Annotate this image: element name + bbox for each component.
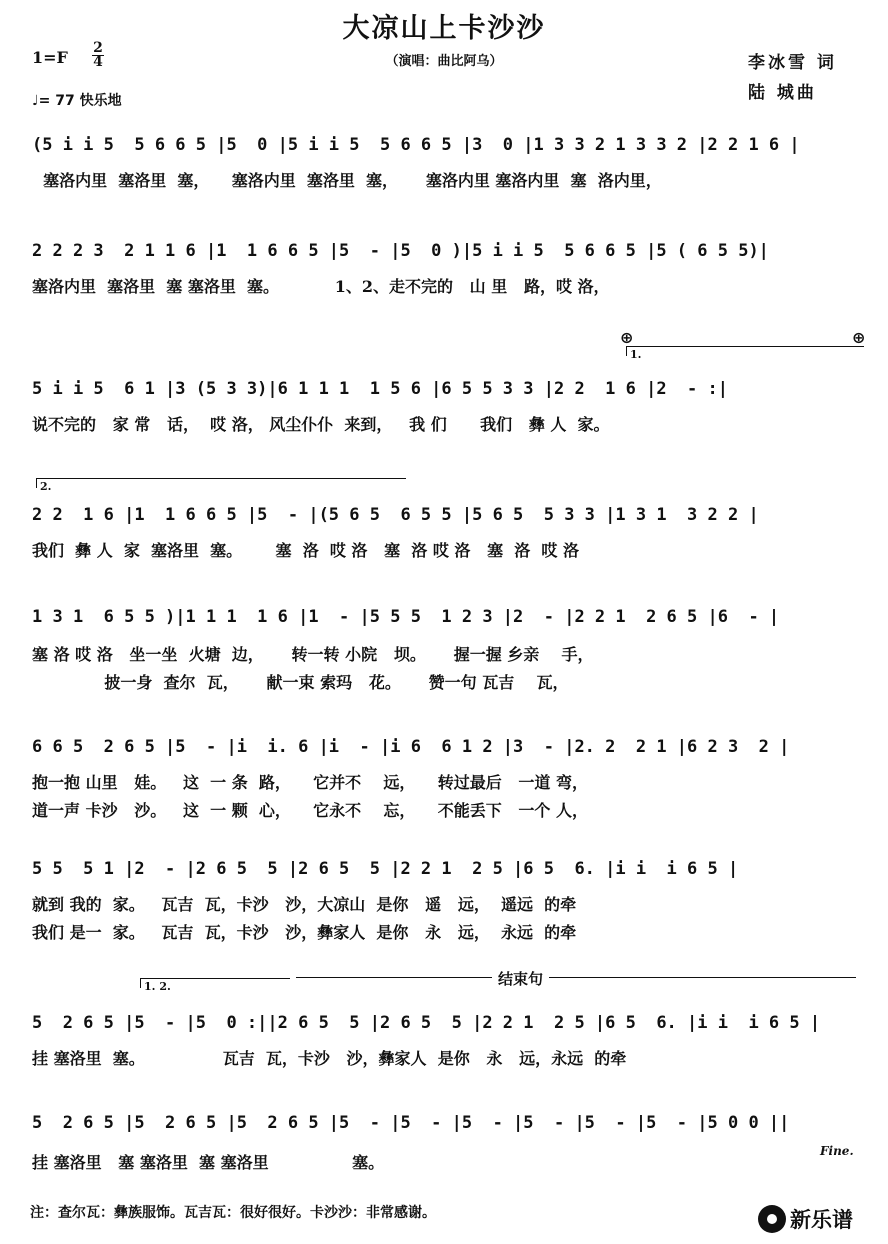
lyric-line-6b: 道一声 卡沙 沙。 这 一 颗 心， 它永不 忘， 不能丢下 一个 人， — [32, 801, 588, 820]
notation-line-1: (5 i i 5 5 6 6 5 |5 0 |5 i i 5 5 6 6 5 |3 0 |1 3 3 2 1 3 3 2 |2 2 1 6 | — [32, 135, 800, 155]
lyricist-credit: 李冰雪 词 — [748, 53, 837, 73]
lyric-line-6a: 抱一抱 山里 娃。 这 一 条 路， 它并不 远， 转过最后 一道 弯， — [32, 773, 588, 792]
repeat-ending-label: 1. 2. — [144, 980, 171, 993]
lyric-line-5b: 披一身 查尔 瓦， 献一束 索玛 花。 赞一句 瓦吉 瓦， — [32, 673, 569, 692]
notation-line-4: 2 2 1 6 |1 1 6 6 5 |5 - |(5 6 5 6 5 5 |5 6 5 5 3 3 |1 3 1 3 2 2 | — [32, 505, 759, 525]
lyric-line-5a: 塞 洛 哎 洛 坐一坐 火塘 边， 转一转 小院 坝。 握一握 乡亲 手， — [32, 645, 594, 664]
composer-credit: 陆 城曲 — [748, 83, 817, 103]
notation-line-8: 5 2 6 5 |5 - |5 0 :||2 6 5 5 |2 6 5 5 |2 2 1 2 5 |6 5 6. |i i i 6 5 | — [32, 1013, 821, 1033]
notation-line-5: 1 3 1 6 5 5 )|1 1 1 1 6 |1 - |5 5 5 1 2 3 |2 - |2 2 1 2 6 5 |6 - | — [32, 607, 780, 627]
notation-line-9: 5 2 6 5 |5 2 6 5 |5 2 6 5 |5 - |5 - |5 - |5 - |5 - |5 - |5 0 0 || — [32, 1113, 790, 1133]
site-logo — [758, 1204, 853, 1234]
tempo-marking: ♩= 77 快乐地 — [32, 93, 122, 109]
lyric-line-7a: 就到 我的 家。 瓦吉 瓦，卡沙 沙，大凉山 是你 遥 远， 遥远 的牵 — [32, 895, 577, 914]
lyric-line-9: 挂 塞洛里 塞 塞洛里 塞 塞洛里 塞。 — [32, 1153, 385, 1172]
song-title: 大凉山上卡沙沙 — [342, 13, 546, 44]
first-ending-bracket — [626, 346, 864, 356]
notation-line-3: 5 i i 5 6 1 |3 (5 3 3)|6 1 1 1 1 5 6 |6 5 5 3 3 |2 2 1 6 |2 - :| — [32, 379, 728, 399]
lyric-line-3: 说不完的 家 常 话， 哎 洛， 风尘仆仆 来到， 我 们 我们 彝 人 家。 — [32, 415, 610, 434]
vinyl-record-icon — [758, 1205, 786, 1233]
lyric-line-1: 塞洛内里 塞洛里 塞， 塞洛内里 塞洛里 塞， 塞洛内里 塞洛内里 塞 洛内里， — [32, 171, 662, 190]
second-ending-bracket — [36, 478, 406, 488]
closing-section-label: 结束句 — [492, 968, 549, 989]
fine-marking: Fine. — [820, 1144, 854, 1158]
first-ending-label: 1. — [630, 348, 642, 361]
footnote: 注：查尔瓦：彝族服饰。瓦吉瓦：很好很好。卡沙沙：非常感谢。 — [30, 1205, 436, 1221]
lyric-line-8: 挂 塞洛里 塞。 瓦吉 瓦，卡沙 沙，彝家人 是你 永 远，永远 的牵 — [32, 1049, 627, 1068]
lyric-line-2: 塞洛内里 塞洛里 塞 塞洛里 塞。 1、2、走不完的 山 里 路，哎 洛， — [32, 277, 610, 296]
notation-line-2: 2 2 2 3 2 1 1 6 |1 1 6 6 5 |5 - |5 0 )|5 i i 5 5 6 6 5 |5 ( 6 5 5)| — [32, 241, 769, 261]
singer-credit: （演唱：曲比阿乌） — [385, 54, 503, 69]
notation-line-7: 5 5 5 1 |2 - |2 6 5 5 |2 6 5 5 |2 2 1 2 5 |6 5 6. |i i i 6 5 | — [32, 859, 739, 879]
coda-sign-right: ⊕ — [852, 328, 866, 347]
key-signature: 1=F — [32, 48, 68, 67]
second-ending-label: 2. — [40, 480, 52, 493]
closing-section-line — [296, 977, 856, 978]
lyric-line-4: 我们 彝 人 家 塞洛里 塞。 塞 洛 哎 洛 塞 洛 哎 洛 塞 洛 哎 洛 — [32, 541, 579, 560]
notation-line-6: 6 6 5 2 6 5 |5 - |i i. 6 |i - |i 6 6 1 2 |3 - |2. 2 2 1 |6 2 3 2 | — [32, 737, 790, 757]
site-logo-text: 新乐谱 — [790, 1208, 853, 1232]
time-signature-top: 2 — [93, 40, 103, 56]
coda-sign-left: ⊕ — [620, 328, 634, 347]
time-signature-bottom: 4 — [93, 54, 103, 70]
time-signature — [92, 42, 104, 69]
lyric-line-7b: 我们 是一 家。 瓦吉 瓦，卡沙 沙，彝家人 是你 永 远， 永远 的牵 — [32, 923, 577, 942]
